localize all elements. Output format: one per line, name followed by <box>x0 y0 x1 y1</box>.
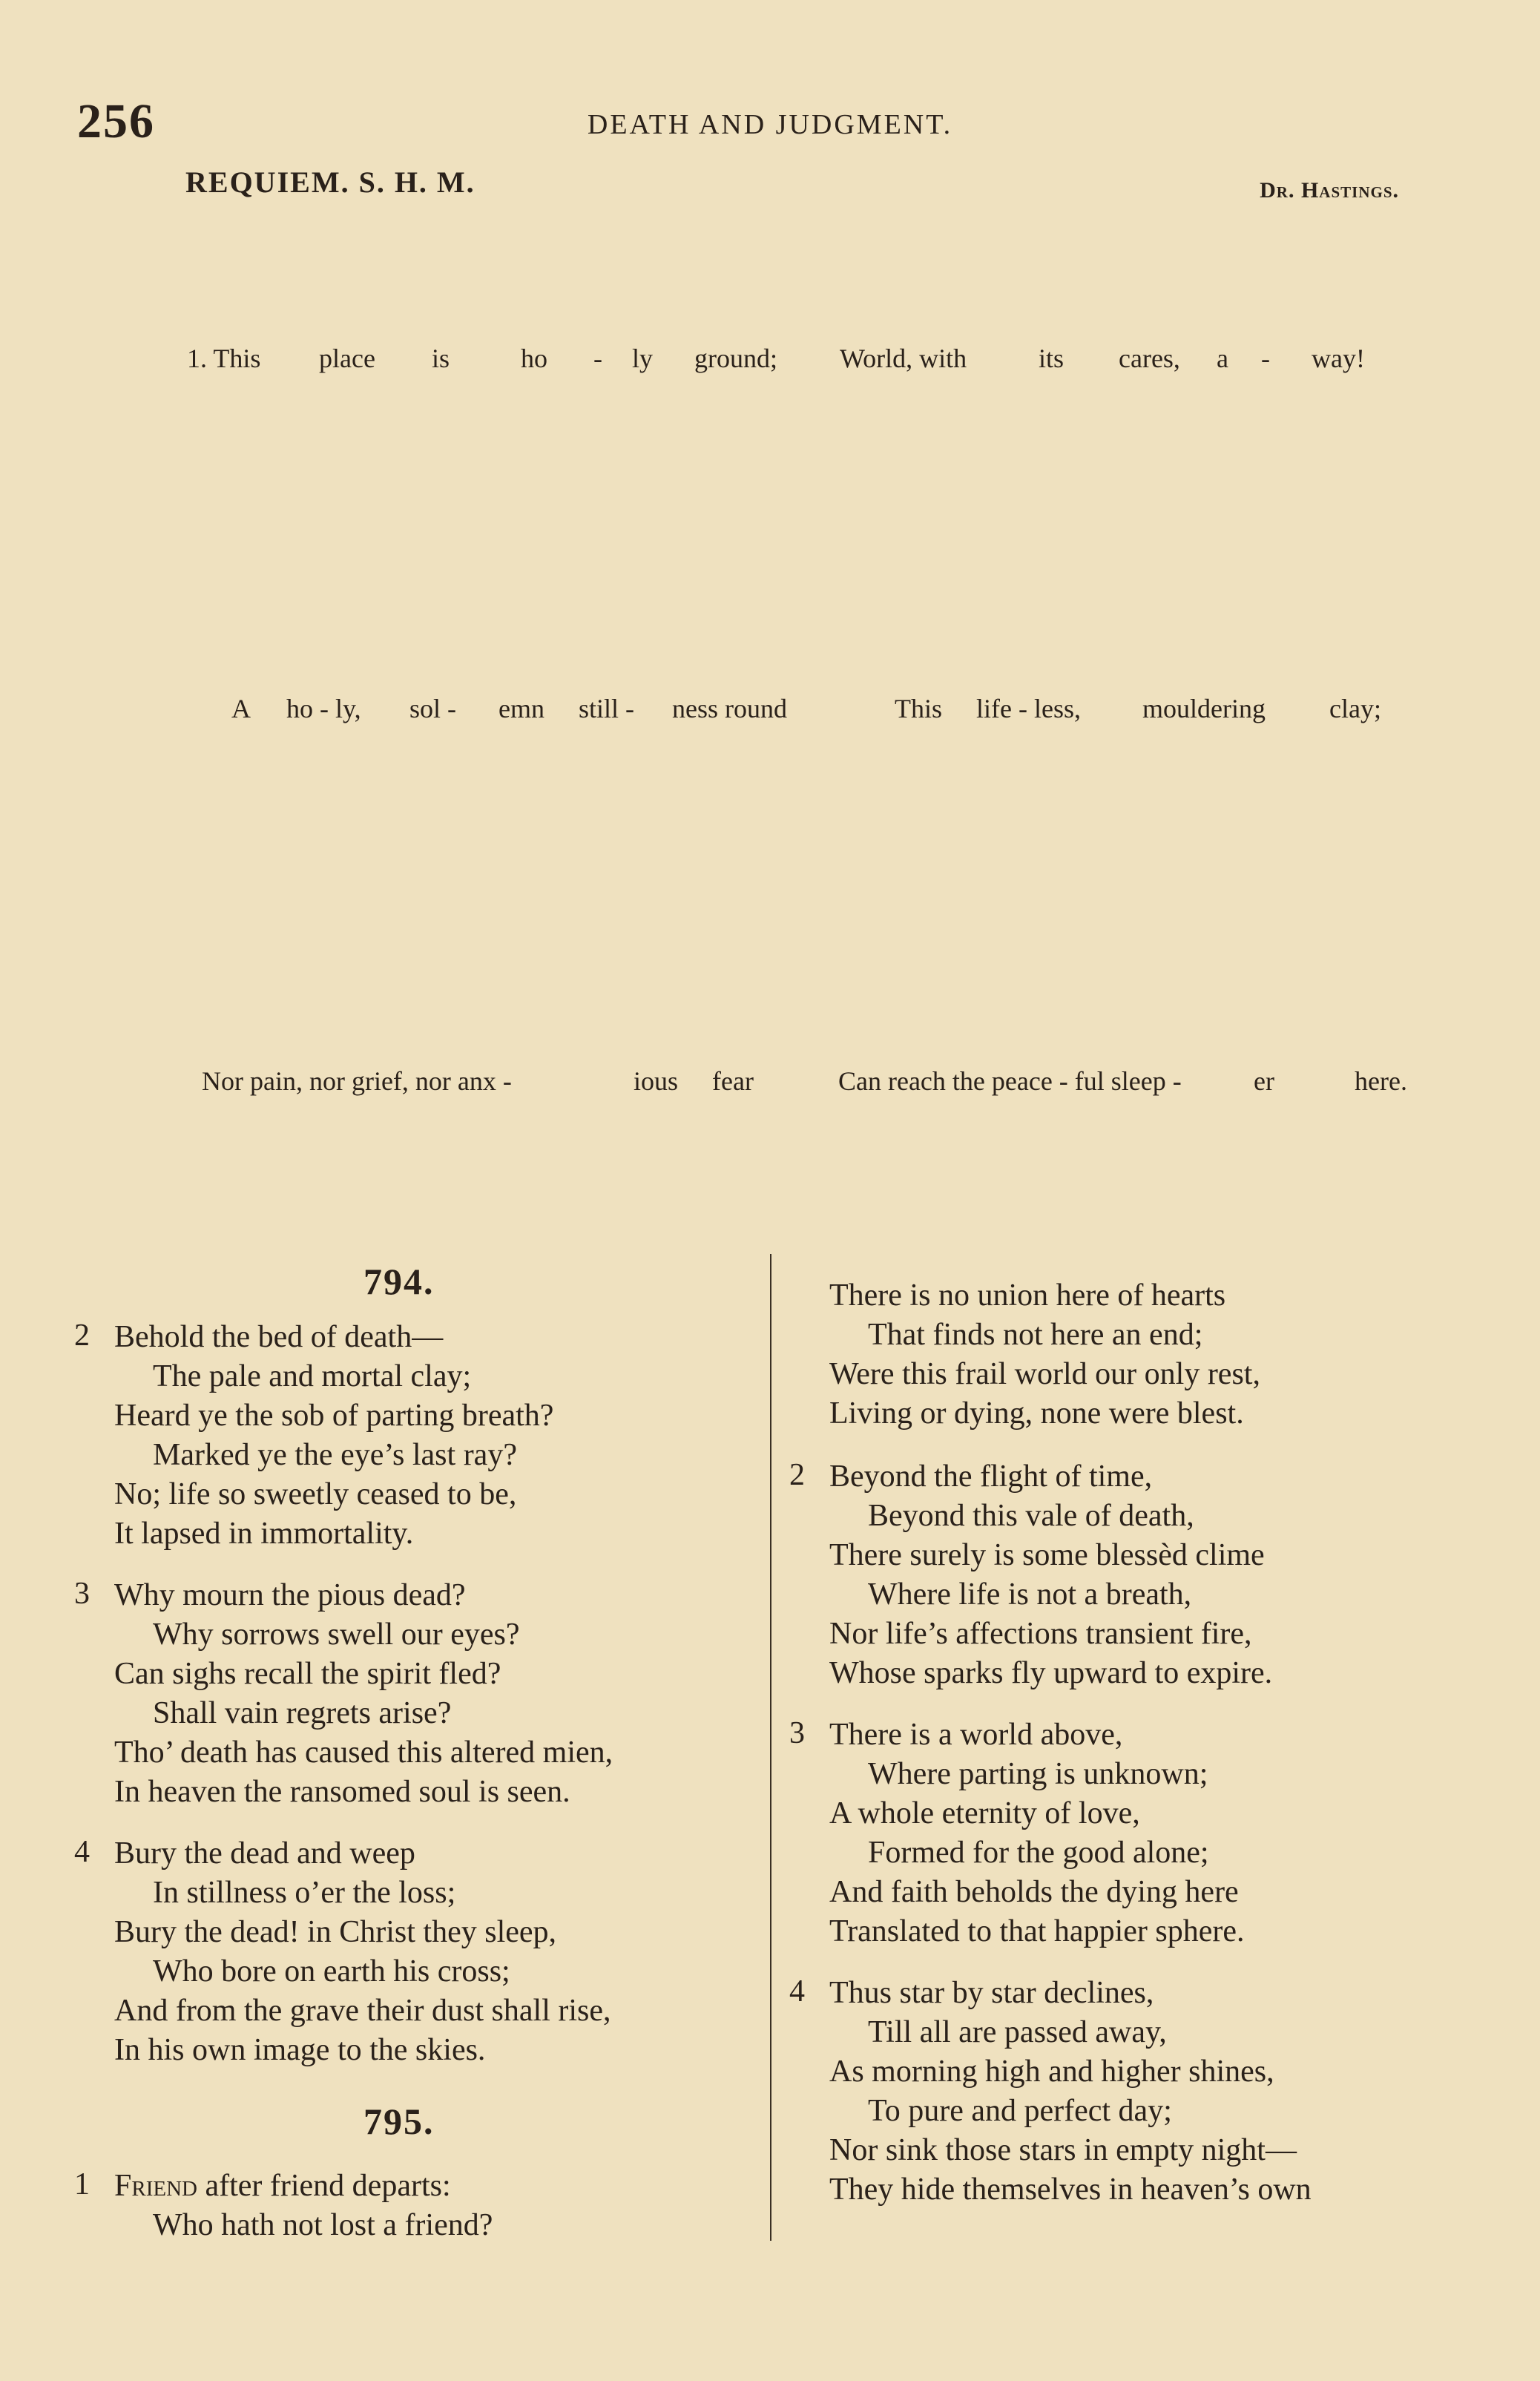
composer-credit: Dr. Hastings. <box>1260 178 1399 203</box>
verse-line: No; life so sweetly ceased to be, <box>114 1477 517 1511</box>
verse-line: Bury the dead and weep <box>114 1836 415 1871</box>
verse-line: Behold the bed of death— <box>114 1320 444 1354</box>
verse-line <box>114 2167 451 2206</box>
lyric-word: sol - <box>409 694 456 723</box>
lyric-word: here. <box>1355 1066 1407 1096</box>
verse-line: Bury the dead! in Christ they sleep, <box>114 1915 557 1949</box>
verse-line: Where life is not a breath, <box>868 1577 1192 1612</box>
verse-line: They hide themselves in heaven’s own <box>829 2173 1312 2207</box>
lyric-word: This <box>895 694 943 723</box>
verse-line: Shall vain regrets arise? <box>153 1696 452 1730</box>
lyric-word: is <box>432 344 450 373</box>
lyric-word: its <box>1039 344 1064 373</box>
verse-line: Were this frail world our only rest, <box>829 1357 1260 1391</box>
verse-line: There is no union here of hearts <box>829 1278 1226 1313</box>
lyric-word: ho - ly, <box>286 694 361 723</box>
verse-line: Living or dying, none were blest. <box>829 1396 1244 1431</box>
stanza-number: 2 <box>789 1458 805 1492</box>
verse-line: Heard ye the sob of parting breath? <box>114 1399 554 1433</box>
lyric-word: 1. This <box>187 344 261 373</box>
verse-line: And from the grave their dust shall rise, <box>114 1994 611 2028</box>
verse-line: In his own image to the skies. <box>114 2033 486 2067</box>
lyric-word: ground; <box>694 344 777 373</box>
lyric-word: ho <box>521 344 547 373</box>
verse-line: Who hath not lost a friend? <box>153 2208 493 2242</box>
hymn-number-795: 795. <box>363 2101 435 2142</box>
verse-line: Beyond this vale of death, <box>868 1499 1194 1533</box>
lyric-word: clay; <box>1329 694 1381 723</box>
lyric-word: fear <box>712 1066 754 1096</box>
verse-line: That finds not here an end; <box>868 1318 1203 1352</box>
page-number: 256 <box>77 94 155 148</box>
verse-line: Marked ye the eye’s last ray? <box>153 1438 517 1472</box>
lyric-word: a <box>1217 344 1228 373</box>
stanza-number: 1 <box>74 2167 90 2201</box>
verse-line: The pale and mortal clay; <box>153 1359 472 1393</box>
lyric-word: place <box>319 344 375 373</box>
verse-line: Till all are passed away, <box>868 2015 1167 2049</box>
verse-line: Translated to that happier sphere. <box>829 1914 1245 1948</box>
lyric-word: er <box>1254 1066 1274 1096</box>
lyric-word: ious <box>634 1066 679 1096</box>
verse-line: Can sighs recall the spirit fled? <box>114 1657 501 1691</box>
verse-line: Whose sparks fly upward to expire. <box>829 1656 1273 1690</box>
verse-line: There is a world above, <box>829 1718 1123 1752</box>
verse-line: Beyond the flight of time, <box>829 1459 1153 1494</box>
verse-line: Nor life’s affections transient fire, <box>829 1617 1252 1651</box>
stanza-number: 3 <box>789 1716 805 1750</box>
verse-line: In heaven the ransomed soul is seen. <box>114 1775 570 1809</box>
verse-line: Why sorrows swell our eyes? <box>153 1618 520 1652</box>
hymn-number-794: 794. <box>363 1261 435 1302</box>
lyric-word: World, with <box>840 344 967 373</box>
verse-line: Nor sink those stars in empty night— <box>829 2133 1297 2167</box>
lyric-word: ness round <box>672 694 787 723</box>
verse-line: Why mourn the pious dead? <box>114 1578 466 1612</box>
lyric-word: still - <box>579 694 635 723</box>
verse-line: Tho’ death has caused this altered mien, <box>114 1735 613 1770</box>
lyric-word: way! <box>1312 344 1365 373</box>
lyric-word: Can reach the peace - ful sleep - <box>838 1066 1182 1096</box>
lyric-word: ly <box>632 344 654 373</box>
verse-line: It lapsed in immortality. <box>114 1517 414 1551</box>
first-word: Friend <box>114 2169 197 2203</box>
lyric-word: - <box>593 344 602 373</box>
column-divider <box>770 1254 771 2241</box>
lyric-word: - <box>1261 344 1270 373</box>
verse-line: Where parting is unknown; <box>868 1757 1208 1791</box>
verse-line: To pure and perfect day; <box>868 2094 1172 2128</box>
verse-line: Formed for the good alone; <box>868 1836 1209 1870</box>
lyric-word: life - less, <box>976 694 1081 723</box>
stanza-number: 2 <box>74 1318 90 1353</box>
lyric-word: mouldering <box>1142 694 1266 723</box>
verse-line: A whole eternity of love, <box>829 1796 1140 1830</box>
stanza-number: 4 <box>74 1835 90 1869</box>
verse-line: As morning high and higher shines, <box>829 2055 1274 2089</box>
stanza-number: 3 <box>74 1577 90 1611</box>
lyric-word: emn <box>498 694 544 723</box>
running-head: DEATH AND JUDGMENT. <box>587 109 953 140</box>
verse-line: Who bore on earth his cross; <box>153 1954 510 1988</box>
verse-line: And faith beholds the dying here <box>829 1875 1239 1909</box>
verse-line: In stillness o’er the loss; <box>153 1876 456 1910</box>
lyric-word: cares, <box>1119 344 1180 373</box>
verse-line: There surely is some blessèd clime <box>829 1538 1265 1572</box>
tune-name: REQUIEM. S. H. M. <box>185 165 476 199</box>
lyric-word: A <box>231 694 251 723</box>
lyric-word: Nor pain, nor grief, nor anx - <box>202 1066 512 1096</box>
stanza-number: 4 <box>789 1974 805 2009</box>
first-line-rest: after friend departs: <box>197 2169 451 2203</box>
verse-line: Thus star by star declines, <box>829 1976 1154 2010</box>
